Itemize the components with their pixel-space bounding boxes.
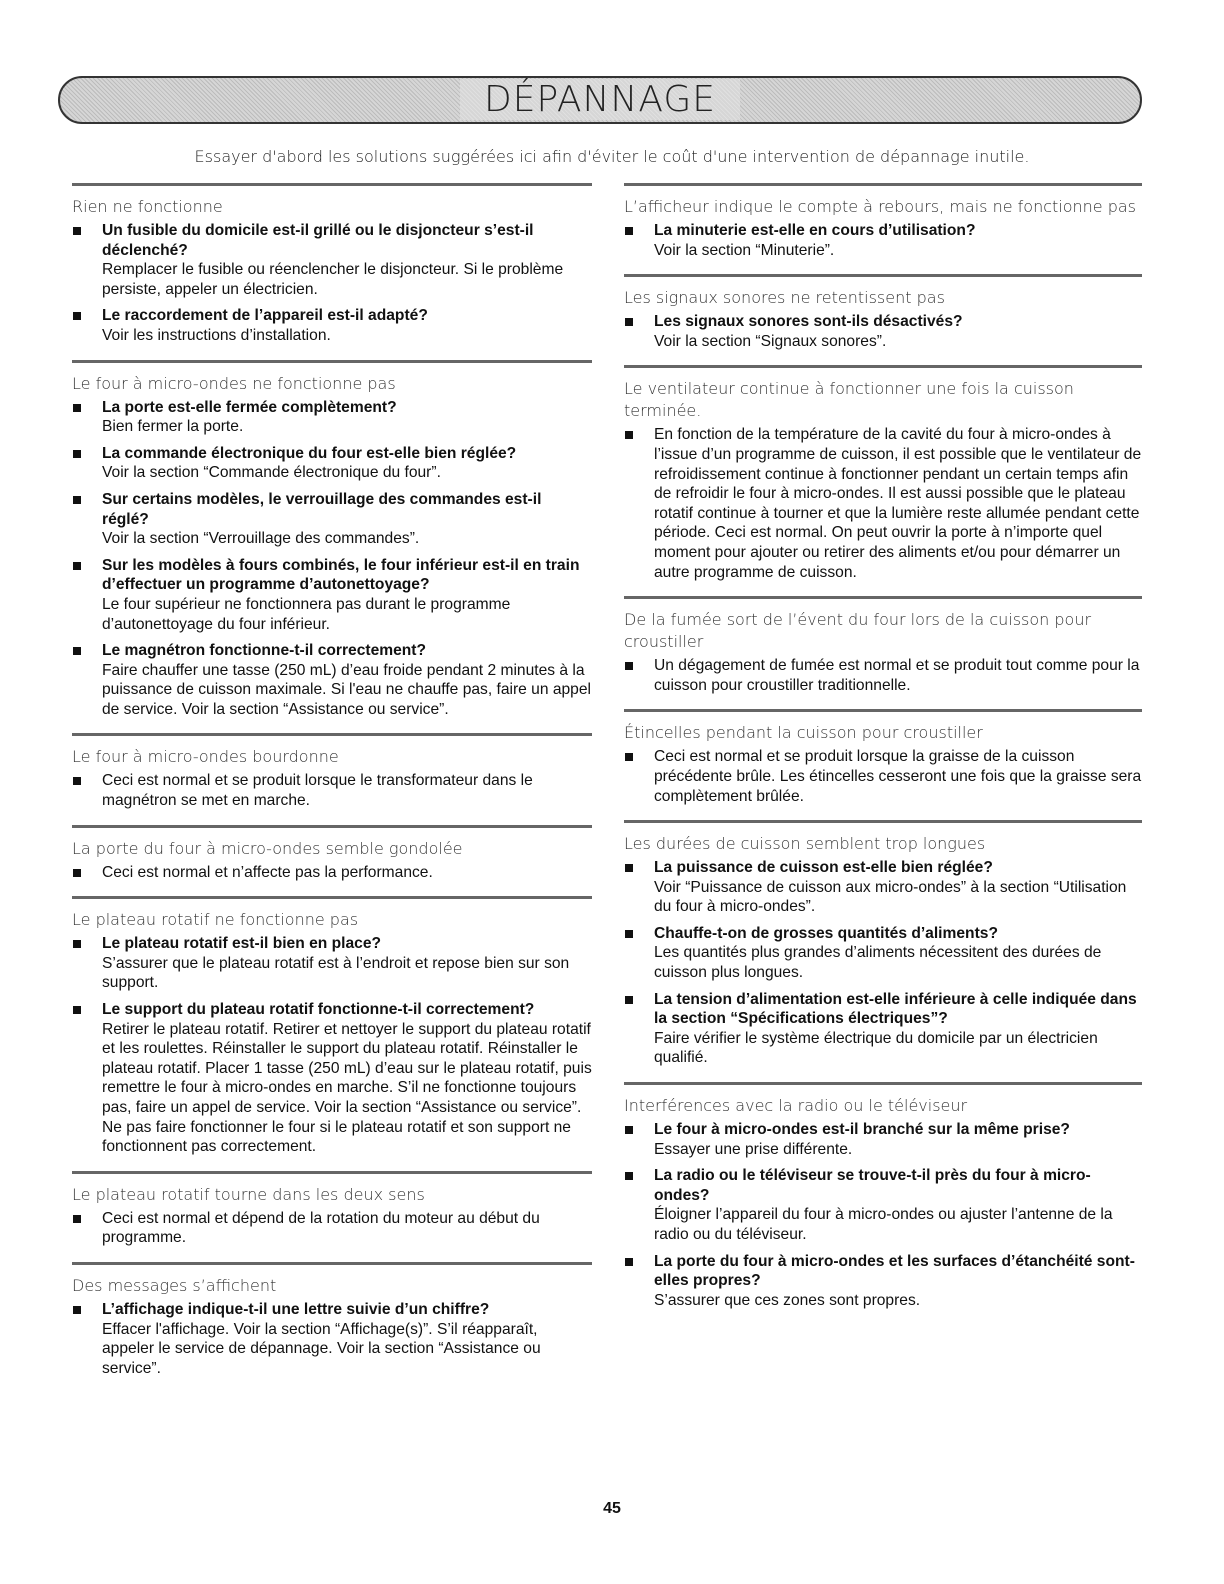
item-question: Le support du plateau rotatif fonctionne-t-il correctement? <box>102 1001 535 1019</box>
page-title-text: DÉPANNAGE <box>460 79 740 120</box>
title-banner <box>58 76 1142 124</box>
troubleshooting-section <box>624 365 1142 582</box>
item-answer: Ceci est normal et se produit lorsque le transformateur dans le magnétron se met en marche. <box>102 772 533 810</box>
troubleshooting-item <box>624 312 1142 351</box>
troubleshooting-section <box>72 1262 592 1378</box>
item-answer: Voir la section “Commande électronique du four”. <box>102 464 441 482</box>
square-bullet-icon <box>73 404 81 412</box>
square-bullet-icon <box>73 1306 81 1314</box>
section-title: Les signaux sonores ne retentissent pas <box>624 288 945 308</box>
item-answer: Voir la section “Minuterie”. <box>654 241 835 259</box>
item-answer: Ceci est normal et n’affecte pas la performance. <box>102 863 433 881</box>
item-answer: S’assurer que le plateau rotatif est à l’endroit et repose bien sur son support. <box>102 954 570 992</box>
item-question: Le plateau rotatif est-il bien en place? <box>102 935 382 953</box>
item-answer: Éloigner l’appareil du four à micro-ondes ou ajuster l’antenne de la radio ou du téléviseur. <box>654 1206 1113 1243</box>
item-question: La minuterie est-elle en cours d’utilisation? <box>654 222 976 239</box>
item-answer: Voir la section “Verrouillage des commandes”. <box>102 530 420 548</box>
item-answer: Effacer l'affichage. Voir la section “Affichage(s)”. S’il réapparaît, appeler le service de dépannage. Voir la section “Assistance ou service”. <box>102 1320 541 1377</box>
section-title: Étincelles pendant la cuisson pour croustiller <box>624 723 983 743</box>
square-bullet-icon <box>73 562 81 570</box>
troubleshooting-section <box>624 596 1142 695</box>
troubleshooting-item <box>624 1252 1142 1311</box>
troubleshooting-item <box>72 490 592 549</box>
troubleshooting-section <box>72 360 592 720</box>
page-title <box>60 79 1140 120</box>
troubleshooting-item <box>72 934 592 993</box>
square-bullet-icon <box>625 930 633 938</box>
item-question: Un fusible du domicile est-il grillé ou le disjoncteur s’est-il déclenché? <box>102 222 534 259</box>
troubleshooting-item <box>72 863 592 883</box>
item-question: Chauffe-t-on de grosses quantités d’aliments? <box>654 924 998 942</box>
troubleshooting-item <box>624 1120 1142 1159</box>
section-title: Le four à micro-ondes ne fonctionne pas <box>72 373 396 393</box>
troubleshooting-item <box>624 1166 1142 1244</box>
item-question: Les signaux sonores sont-ils désactivés? <box>654 313 963 331</box>
troubleshooting-item <box>72 771 592 810</box>
troubleshooting-item <box>624 924 1142 983</box>
item-answer: Faire vérifier le système électrique du domicile par un électricien qualifié. <box>654 1029 1098 1067</box>
troubleshooting-section <box>624 183 1142 260</box>
troubleshooting-item <box>72 556 592 634</box>
section-title: Le plateau rotatif tourne dans les deux sens <box>72 1184 425 1204</box>
troubleshooting-item <box>72 1300 592 1378</box>
item-answer: Voir “Puissance de cuisson aux micro-ondes” à la section “Utilisation du four à micro-ondes”. <box>654 878 1127 916</box>
troubleshooting-item <box>624 990 1142 1068</box>
item-answer: En fonction de la température de la cavité du four à micro-ondes à l’issue d’un programme de cuisson, il est possible que le ventilateur de refroidissement continue à fonctionner pendant un certain temps afin de refroidir le four à micro-ondes. Il est aussi possible que le plateau rotatif continue à tourner et que la lumière reste allumée pendant cette période. Ceci est normal. On peut ouvrir la porte à n’importe quel moment pour ajouter ou retirer des aliments et/ou pour démarrer un autre programme de cuisson. <box>654 426 1142 581</box>
square-bullet-icon <box>73 647 81 655</box>
item-question: La commande électronique du four est-elle bien réglée? <box>102 444 517 462</box>
square-bullet-icon <box>73 227 81 235</box>
square-bullet-icon <box>73 869 81 877</box>
intro-text: Essayer d'abord les solutions suggérées ici afin d'éviter le coût d'une intervention de dépannage inutile. <box>194 147 1030 166</box>
square-bullet-icon <box>625 1258 633 1266</box>
troubleshooting-section <box>72 1171 592 1248</box>
troubleshooting-item <box>624 656 1142 695</box>
item-answer: Retirer le plateau rotatif. Retirer et nettoyer le support du plateau rotatif et les roulettes. Réinstaller le support du plateau rotatif. Réinstaller le plateau rotatif. Placer 1 tasse (250 mL) d’eau sur le plateau rotatif, puis remettre le four à micro-ondes en marche. S’il ne fonctionne toujours pas, faire un appel de service. Voir la section “Assistance ou service”. Ne pas faire fonctionner le four si le plateau rotatif et son support ne fonctionnent pas correctement. <box>102 1020 592 1156</box>
troubleshooting-item <box>72 398 592 437</box>
troubleshooting-section <box>624 820 1142 1068</box>
troubleshooting-item <box>72 444 592 483</box>
item-answer: Remplacer le fusible ou réenclencher le disjoncteur. Si le problème persiste, appeler un électricien. <box>102 261 564 298</box>
item-answer: Bien fermer la porte. <box>102 418 244 436</box>
square-bullet-icon <box>625 1126 633 1134</box>
square-bullet-icon <box>625 318 633 326</box>
troubleshooting-section <box>72 825 592 883</box>
troubleshooting-item <box>624 221 1142 260</box>
item-answer: Ceci est normal et dépend de la rotation du moteur au début du programme. <box>102 1209 540 1247</box>
troubleshooting-item <box>72 1000 592 1157</box>
item-answer: Faire chauffer une tasse (250 mL) d’eau froide pendant 2 minutes à la puissance de cuisson maximale. Si l'eau ne chauffe pas, faire un appel de service. Voir la section “Assistance ou service”. <box>102 661 591 718</box>
section-title: L’afficheur indique le compte à rebours, mais ne fonctionne pas <box>624 197 1137 216</box>
square-bullet-icon <box>73 450 81 458</box>
item-question: Le magnétron fonctionne-t-il correctement? <box>102 642 427 660</box>
troubleshooting-item <box>72 306 592 345</box>
item-question: Sur certains modèles, le verrouillage des commandes est-il réglé? <box>102 490 542 528</box>
troubleshooting-section <box>72 733 592 810</box>
item-question: L’affichage indique-t-il une lettre suivie d’un chiffre? <box>102 1300 490 1318</box>
section-title: Interférences avec la radio ou le téléviseur <box>624 1096 968 1116</box>
square-bullet-icon <box>625 996 633 1004</box>
troubleshooting-section <box>624 274 1142 351</box>
section-title: Les durées de cuisson semblent trop longues <box>624 834 986 854</box>
troubleshooting-section <box>72 183 592 346</box>
section-title: Le four à micro-ondes bourdonne <box>72 747 339 767</box>
square-bullet-icon <box>73 940 81 948</box>
square-bullet-icon <box>73 777 81 785</box>
section-title: Le plateau rotatif ne fonctionne pas <box>72 910 359 930</box>
item-answer: Essayer une prise différente. <box>654 1140 853 1158</box>
item-question: La puissance de cuisson est-elle bien réglée? <box>654 859 993 877</box>
section-title: Des messages s’affichent <box>72 1275 277 1295</box>
left-column <box>72 183 592 1392</box>
troubleshooting-item <box>624 747 1142 806</box>
square-bullet-icon <box>625 1172 633 1180</box>
item-answer: Voir la section “Signaux sonores”. <box>654 332 887 350</box>
item-question: La radio ou le téléviseur se trouve-t-il près du four à micro-ondes? <box>654 1167 1091 1204</box>
item-question: Le raccordement de l’appareil est-il adapté? <box>102 307 428 325</box>
troubleshooting-section <box>72 896 592 1157</box>
right-column <box>624 183 1142 1324</box>
item-answer: Voir les instructions d’installation. <box>102 326 331 344</box>
item-question: Sur les modèles à fours combinés, le four inférieur est-il en train d’effectuer un programme d’autonettoyage? <box>102 556 580 594</box>
item-answer: S’assurer que ces zones sont propres. <box>654 1291 921 1309</box>
troubleshooting-item <box>72 1209 592 1248</box>
item-question: Le four à micro-ondes est-il branché sur la même prise? <box>654 1121 1070 1139</box>
item-question: La tension d’alimentation est-elle inférieure à celle indiquée dans la section “Spécifications électriques”? <box>654 990 1137 1028</box>
square-bullet-icon <box>625 662 633 670</box>
page-number: 45 <box>603 1500 621 1517</box>
troubleshooting-item <box>72 221 592 299</box>
section-title: La porte du four à micro-ondes semble gondolée <box>72 838 463 858</box>
section-title: Rien ne fonctionne <box>72 197 223 216</box>
troubleshooting-item <box>624 858 1142 917</box>
section-title: De la fumée sort de l’évent du four lors de la cuisson pour croustiller <box>624 610 1092 652</box>
square-bullet-icon <box>625 227 633 235</box>
square-bullet-icon <box>625 864 633 872</box>
section-title: Le ventilateur continue à fonctionner une fois la cuisson terminée. <box>624 379 1074 421</box>
item-answer: Ceci est normal et se produit lorsque la graisse de la cuisson précédente brûle. Les étincelles cesseront une fois que la graisse sera complètement brûlée. <box>654 748 1142 805</box>
square-bullet-icon <box>73 1006 81 1014</box>
item-question: La porte est-elle fermée complètement? <box>102 398 397 416</box>
item-answer: Les quantités plus grandes d’aliments nécessitent des durées de cuisson plus longues. <box>654 944 1102 982</box>
troubleshooting-item <box>72 641 592 719</box>
troubleshooting-item <box>624 425 1142 582</box>
square-bullet-icon <box>625 431 633 439</box>
item-answer: Le four supérieur ne fonctionnera pas durant le programme d’autonettoyage du four inférieur. <box>102 595 511 633</box>
troubleshooting-section <box>624 1082 1142 1310</box>
square-bullet-icon <box>73 496 81 504</box>
item-question: La porte du four à micro-ondes et les surfaces d’étanchéité sont-elles propres? <box>654 1252 1135 1290</box>
troubleshooting-section <box>624 709 1142 806</box>
square-bullet-icon <box>625 753 633 761</box>
square-bullet-icon <box>73 1215 81 1223</box>
item-answer: Un dégagement de fumée est normal et se produit tout comme pour la cuisson pour croustiller traditionnelle. <box>654 657 1140 694</box>
square-bullet-icon <box>73 312 81 320</box>
